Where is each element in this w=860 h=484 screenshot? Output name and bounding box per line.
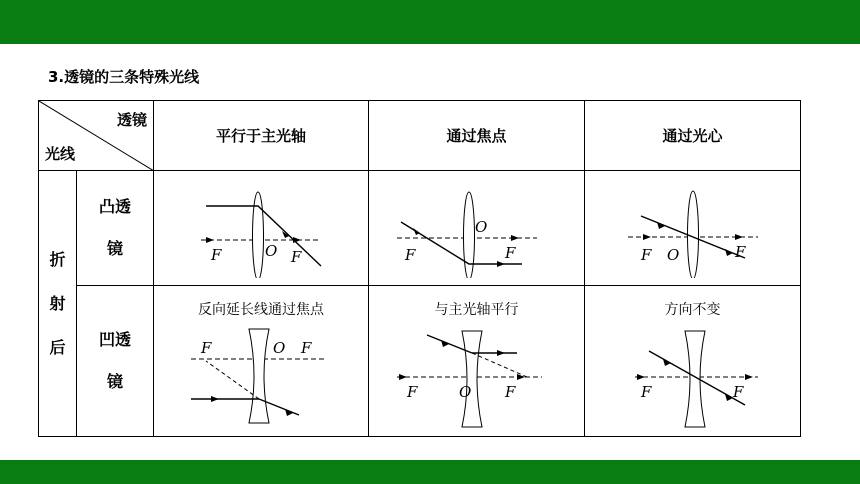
caption-concave-center: 方向不变 — [664, 302, 721, 318]
svg-text:F: F — [504, 383, 515, 401]
row-header-convex: 凸透 镜 — [77, 171, 154, 286]
svg-text:O: O — [666, 246, 679, 264]
table-corner-cell — [39, 101, 154, 171]
cell-convex-focus — [369, 171, 585, 286]
svg-text:O: O — [458, 383, 471, 401]
cell-concave-center — [585, 286, 801, 437]
convex-focus-diagram — [377, 178, 577, 278]
svg-text:F: F — [291, 248, 302, 266]
svg-text:F: F — [406, 383, 417, 401]
caption-concave-focus: 与主光轴平行 — [434, 302, 519, 318]
svg-text:F: F — [504, 244, 515, 262]
convex-center-diagram — [593, 178, 793, 278]
col-header-focus: 通过焦点 — [369, 101, 585, 171]
cell-concave-parallel — [154, 286, 369, 437]
row-header-concave: 凹透 镜 — [77, 286, 154, 437]
svg-text:F: F — [211, 246, 222, 264]
lens-rays-table — [38, 100, 801, 437]
svg-text:F: F — [734, 243, 745, 261]
svg-text:F: F — [301, 339, 312, 357]
svg-text:F: F — [640, 383, 651, 401]
svg-text:F: F — [404, 246, 415, 264]
svg-text:O: O — [273, 339, 286, 357]
col-header-center: 通过光心 — [585, 101, 801, 171]
cell-concave-focus — [369, 286, 585, 437]
svg-text:O: O — [474, 218, 487, 236]
col-header-parallel: 平行于主光轴 — [154, 101, 369, 171]
corner-header-lens: 透镜 — [116, 111, 147, 129]
caption-concave-parallel: 反向延长线通过焦点 — [198, 302, 324, 318]
cell-convex-center — [585, 171, 801, 286]
svg-text:O: O — [265, 242, 278, 260]
bottom-banner — [0, 460, 860, 484]
cell-convex-parallel — [154, 171, 369, 286]
group-label-refracted: 折 射 后 — [39, 171, 77, 437]
convex-parallel-diagram — [161, 178, 361, 278]
concave-center-diagram — [593, 321, 793, 431]
concave-parallel-diagram — [161, 321, 361, 431]
svg-text:F: F — [732, 383, 743, 401]
top-banner — [0, 0, 860, 44]
svg-text:F: F — [201, 339, 212, 357]
concave-focus-diagram — [377, 321, 577, 431]
svg-text:F: F — [640, 246, 651, 264]
corner-header-ray: 光线 — [45, 145, 76, 163]
section-heading: 3.透镜的三条特殊光线 — [48, 68, 200, 86]
